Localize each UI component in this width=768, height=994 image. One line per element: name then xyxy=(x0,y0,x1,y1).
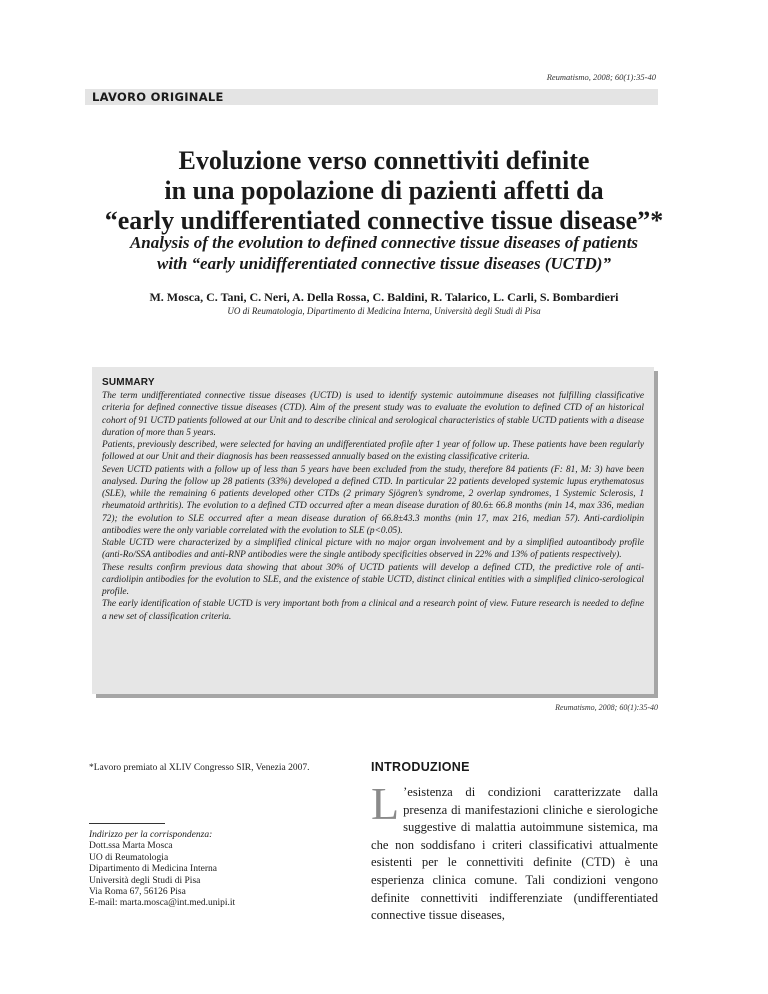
summary-paragraph: Seven UCTD patients with a follow up of less than 5 years have been excluded from the study, therefore 84 patients (F: 81, M: 3) have been analysed. During the follow up 28 patients (33%) developed a defined CTD. In particular 22 patients developed systemic lupus erythematosus (SLE), while the remaining 6 patients developed other CTDs (2 primary Sjögren’s syndrome, 2 overlap syndromes, 1 Systemic Sclerosis, 1 rheumatoid arthritis). The evolution to a defined CTD occurred after a mean disease duration of 80.6± 66.8 months (min 14, max 336, median 72); the evolution to SLE occurred after a mean disease duration of 66.8±43.3 months (min 17, max 216, median 57). Anti-cardiolipin antibodies were the only variable correlated with the evolution to SLE (p<0.05). xyxy=(102,464,644,536)
title-line: “early undifferentiated connective tissue disease”* xyxy=(104,206,664,235)
summary-text xyxy=(102,390,644,623)
intro-text: ’esistenza di condizioni caratterizzate dalla presenza di manifestazioni cliniche e sierologiche suggestive di malattia autoimmune sistemica, ma che non soddisfano i criteri classificativi attualmente esistenti per le connettiviti definite (CTD) è una esperienza clinica comune. Tali condizioni vengono definite connettiviti indifferenziate (undifferentiated connective tissue diseases, xyxy=(371,785,658,923)
section-bar xyxy=(85,89,658,105)
intro-body xyxy=(371,778,658,925)
affiliation: UO di Reumatologia, Dipartimento di Medicina Interna, Università degli Studi di Pisa xyxy=(227,306,541,316)
summary-paragraph: The early identification of stable UCTD is very important both from a clinical and a research point of view. Future research is needed to define a new set of classification criteria. xyxy=(102,599,644,622)
footnote-divider xyxy=(89,823,165,824)
authors: M. Mosca, C. Tani, C. Neri, A. Della Rossa, C. Baldini, R. Talarico, L. Carli, S. Bombardieri xyxy=(149,290,619,304)
summary-paragraph: The term undifferentiated connective tissue diseases (UCTD) is used to identify systemic autoimmune diseases not fulfilling classificative criteria for defined connective tissue diseases (CTD). Aim of the present study was to evaluate the evolution to defined CTD of an historical cohort of 91 UCTD patients followed at our Unit and to describe clinical and serological characteristics of stable UCTD patients with a disease duration of more than 5 years. xyxy=(102,391,644,438)
correspondence-line: Dipartimento di Medicina Interna xyxy=(89,864,217,875)
journal-reference-bottom: Reumatismo, 2008; 60(1):35-40 xyxy=(555,703,658,712)
article-title xyxy=(85,146,683,236)
journal-reference-top: Reumatismo, 2008; 60(1):35-40 xyxy=(546,72,656,82)
subtitle-line: with “early unidifferentiated connective tissue diseases (UCTD)” xyxy=(157,254,611,273)
correspondence-line: Università degli Studi di Pisa xyxy=(89,875,201,886)
summary-paragraph: Stable UCTD were characterized by a simplified clinical picture with no major organ involvement and by a simplified autoantibody profile (anti-Ro/SSA antibodies and anti-RNP antibodies were the single antibody specificities observed in 22% and 13% of patients respectively). xyxy=(102,538,644,561)
summary-paragraph: These results confirm previous data showing that about 30% of UCTD patients will develop a defined CTD, the predictive role of anti-cardiolipin antibodies for the evolution to SLE, and the existence of stable UCTD, distinct clinical entities with a simplified clinico-serological profile. xyxy=(102,562,644,597)
correspondence-line: Dott.ssa Marta Mosca xyxy=(89,841,173,852)
article-subtitle xyxy=(85,232,683,274)
correspondence-address xyxy=(89,830,235,910)
intro-heading: INTRODUZIONE xyxy=(371,760,470,774)
title-line: Evoluzione verso connettiviti definite xyxy=(178,146,590,175)
summary-box xyxy=(92,367,654,694)
drop-cap: L xyxy=(371,778,400,829)
summary-heading: SUMMARY xyxy=(102,377,155,388)
correspondence-label: Indirizzo per la corrispondenza: xyxy=(89,830,213,840)
title-line: in una popolazione di pazienti affetti da xyxy=(164,176,604,205)
award-footnote: *Lavoro premiato al XLIV Congresso SIR, Venezia 2007. xyxy=(89,763,310,773)
summary-paragraph: Patients, previously described, were selected for having an undifferentiated profile after 1 year of follow up. These patients have been regularly followed at our Unit and their diagnosis has been reassessed annually based on the existing classificative criteria. xyxy=(102,440,644,463)
correspondence-email: E-mail: marta.mosca@int.med.unipi.it xyxy=(89,898,236,909)
subtitle-line: Analysis of the evolution to defined connective tissue diseases of patients xyxy=(129,233,639,252)
correspondence-line: UO di Reumatologia xyxy=(89,852,169,863)
section-label: LAVORO ORIGINALE xyxy=(92,90,224,104)
correspondence-line: Via Roma 67, 56126 Pisa xyxy=(89,887,186,898)
